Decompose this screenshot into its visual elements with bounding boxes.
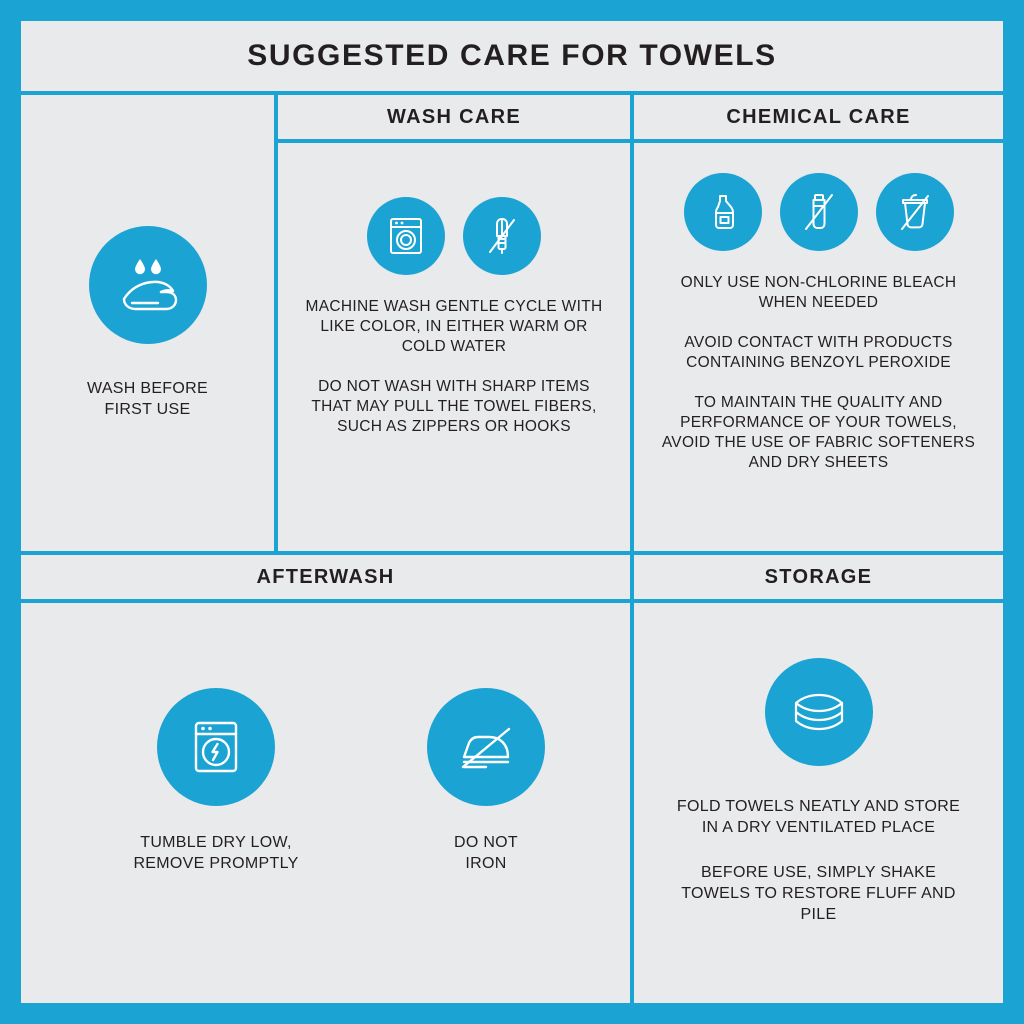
caption-line: WASH BEFORE <box>87 380 208 397</box>
caption-block: AVOID CONTACT WITH PRODUCTS CONTAINING BENZOYL PEROXIDE <box>684 334 953 371</box>
caption-line: FIRST USE <box>104 401 191 418</box>
wash-care-icon-row <box>367 197 541 275</box>
caption-block: BEFORE USE, SIMPLY SHAKE TOWELS TO RESTORE FLUFF AND PILE <box>681 864 956 923</box>
washing-machine-icon <box>367 197 445 275</box>
wash-care-title: WASH CARE <box>387 105 521 128</box>
page-title: SUGGESTED CARE FOR TOWELS <box>247 39 777 72</box>
caption-line: TUMBLE DRY LOW, <box>140 834 292 851</box>
caption-block: TO MAINTAIN THE QUALITY AND PERFORMANCE OF YOUR TOWELS, AVOID THE USE OF FABRIC SOFTENERS AND DRY SHEETS <box>661 394 976 471</box>
do-not-iron-caption <box>454 832 518 874</box>
caption-line: IRON <box>465 855 507 872</box>
caption-block: FOLD TOWELS NEATLY AND STORE IN A DRY VENTILATED PLACE <box>676 798 961 836</box>
no-zipper-hook-icon <box>463 197 541 275</box>
tumble-dry-low-icon <box>157 688 275 806</box>
section-header-storage <box>634 555 1003 599</box>
afterwash-title: AFTERWASH <box>256 565 395 588</box>
tumble-dry-caption <box>133 832 298 874</box>
section-header-wash-care <box>278 95 630 139</box>
chemical-care-captions <box>659 273 979 473</box>
caption-block: MACHINE WASH GENTLE CYCLE WITH LIKE COLOR, IN EITHER WARM OR COLD WATER <box>305 298 603 355</box>
caption-line: DO NOT <box>453 834 519 851</box>
folded-towels-icon <box>765 658 873 766</box>
section-afterwash <box>21 603 630 1003</box>
afterwash-item <box>351 688 621 874</box>
caption-line: REMOVE PROMPTLY <box>133 855 299 872</box>
wash-care-captions <box>304 297 604 437</box>
no-fabric-softener-icon <box>876 173 954 251</box>
section-header-afterwash <box>21 555 630 599</box>
section-storage <box>634 603 1003 1003</box>
chemical-care-title: CHEMICAL CARE <box>726 105 911 128</box>
caption-block: ONLY USE NON-CHLORINE BLEACH WHEN NEEDED <box>680 274 957 311</box>
section-wash-care <box>278 143 630 551</box>
bleach-bottle-icon <box>684 173 762 251</box>
section-chemical-care <box>634 143 1003 551</box>
caption-block: DO NOT WASH WITH SHARP ITEMS THAT MAY PULL THE TOWEL FIBERS, SUCH AS ZIPPERS OR HOOKS <box>311 378 597 435</box>
no-ointment-tube-icon <box>780 173 858 251</box>
towel-with-water-drops-icon <box>89 226 207 344</box>
poster-header <box>21 21 1003 91</box>
section-wash-before-first-use <box>21 95 274 551</box>
do-not-iron-icon <box>427 688 545 806</box>
afterwash-item <box>81 688 351 874</box>
chemical-care-icon-row <box>684 173 954 251</box>
wash-before-caption <box>87 378 208 420</box>
storage-captions <box>674 796 964 925</box>
section-header-chemical-care <box>634 95 1003 139</box>
storage-title: STORAGE <box>764 565 873 588</box>
